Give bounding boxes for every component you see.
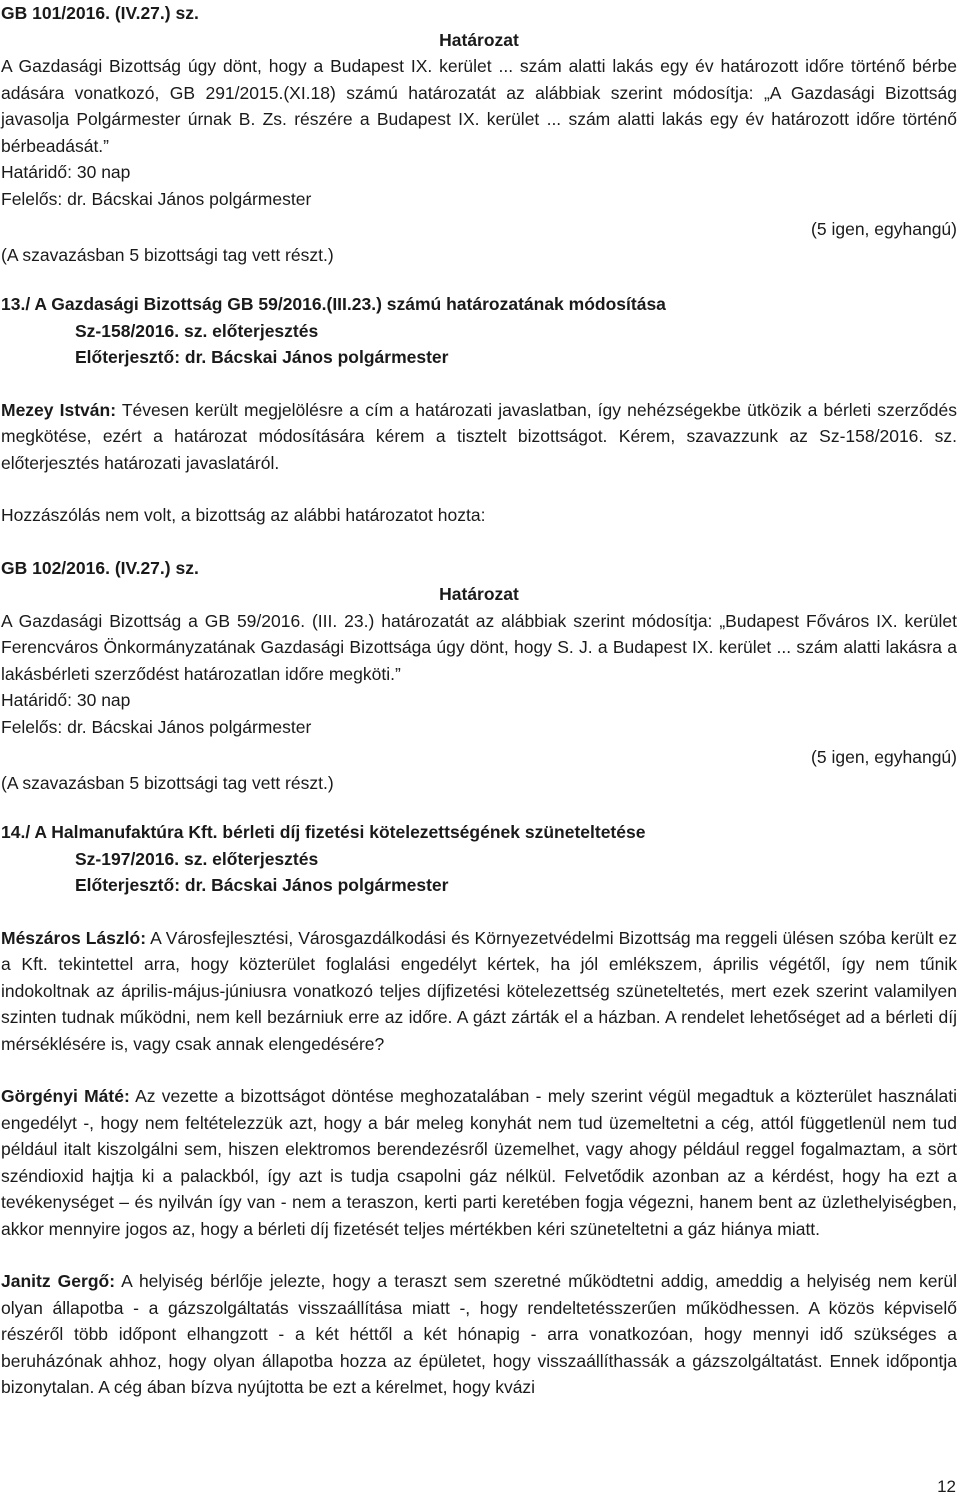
vote-participants: (A szavazásban 5 bizottsági tag vett részt.) (1, 773, 334, 793)
deadline: Határidő: 30 nap (1, 162, 131, 182)
decision-heading: Határozat (439, 29, 519, 50)
decision-text: A Gazdasági Bizottság a GB 59/2016. (III. 23.) határozatát az alábbiak szerint módosítja: „Budapest Főváros IX. kerület Ferencváros Önkormányzatának Gazdasági Bizottsága úgy dönt, hogy S. J. a Budapest IX. kerület ... szám alatti lakásra a lakásbérleti szerződést határozatlan időre megköti.” (1, 610, 957, 684)
vote-row (1, 212, 957, 265)
speech-paragraph (1, 925, 957, 1058)
vote-row (1, 740, 957, 793)
speech-paragraph (1, 397, 957, 477)
agenda-item-presenter: Előterjesztő: dr. Bácskai János polgármester (75, 347, 449, 367)
page-number: 12 (937, 1477, 956, 1496)
spacer (1, 265, 957, 291)
agenda-item-presenter: Előterjesztő: dr. Bácskai János polgármester (75, 875, 449, 895)
vote-result: (5 igen, egyhangú) (811, 219, 957, 239)
spacer (1, 529, 957, 555)
agenda-item-document: Sz-158/2016. sz. előterjesztés (75, 320, 319, 341)
speech-text: Az vezette a bizottságot döntése meghozatalában - mely szerint végül megadtuk a közterület használati engedélyt -, hogy nem feltételezzük azt, hogy a bár meleg konyhát nem tud üzemeltetni a cég, attól függetlenül nem tud például italt kiszolgálni sem, hiszen elektromos berendezésről üzemelhet, vagy ahogy például reggel fogalmaztam, a sört széndioxid hajtja ki a palackból, így azt is tudja csapolni gáz nélkül. Felvetődik azonban az a kérdést, hogy ha ezt a tevékenységet – és nyilván így van - nem a teraszon, kerti parti keretében fogja végezni, hanem bent az üzlethelyiségben, akkor mennyire jogos az, hogy a bérleti díj fizetését teljes mértékben kéri szüneteltetni a gáz hiánya miatt. (1, 1086, 957, 1239)
decision-number: GB 101/2016. (IV.27.) sz. (1, 3, 199, 23)
speech-paragraph (1, 1083, 957, 1242)
vote-participants: (A szavazásban 5 bizottsági tag vett részt.) (1, 245, 334, 265)
decision-text: A Gazdasági Bizottság úgy dönt, hogy a Budapest IX. kerület ... szám alatti lakás egy év határozott időre történő bérbe adására vonatkozó, GB 291/2015.(XI.18) számú határozatát az alábbiak szerint módosítja: „A Gazdasági Bizottság javasolja Polgármester úrnak B. Zs. részére a Budapest IX. kerület ... szám alatti lakás egy év határozott időre történő bérbeadását.” (1, 56, 957, 156)
speaker-name: Mezey István: (1, 399, 117, 420)
spacer (1, 793, 957, 819)
speech-text: Tévesen került megjelölésre a cím a határozati javaslatban, így nehézségekbe ütközik a bérleti szerződés megkötése, ezért a határozat módosítására kérem a tisztelt bizottságot. Kérem, szavazzunk az Sz-158/2016. sz. előterjesztés határozati javaslatáról. (1, 399, 958, 473)
spacer (1, 476, 957, 502)
responsible: Felelős: dr. Bácskai János polgármester (1, 188, 312, 209)
decision-heading: Határozat (439, 584, 519, 604)
agenda-item-document: Sz-197/2016. sz. előterjesztés (75, 848, 319, 869)
spacer (1, 1057, 957, 1083)
responsible: Felelős: dr. Bácskai János polgármester (1, 716, 312, 737)
no-comment-note: Hozzászólás nem volt, a bizottság az alábbi határozatot hozta: (1, 505, 486, 525)
speaker-name: Görgényi Máté: (1, 1086, 130, 1106)
speech-text: A helyiség bérlője jelezte, hogy a teraszt sem szeretné működtetni addig, ameddig a helyiség nem kerül olyan állapotba - a gázszolgáltatás visszaállítása miatt -, hogy rendeltetésszerűen működhessen. A közös képviselő részéről több időpont elhangzott - a két héttől a két hónapig - arra vonatkozóan, hogy mennyi idő szükséges a beruházónak ahhoz, hogy olyan állapotba hozza az épületet, hogy visszaállíthassák a gázszolgáltatást. Ennek időpontja bizonytalan. A cég ában bízva nyújtotta be ezt a kérelmet, hogy kvázi (1, 1271, 957, 1397)
speech-paragraph (1, 1268, 957, 1401)
speaker-name: Mészáros László: (1, 927, 147, 948)
vote-result: (5 igen, egyhangú) (811, 747, 957, 767)
spacer (1, 1242, 957, 1268)
decision-number: GB 102/2016. (IV.27.) sz. (1, 557, 199, 578)
speech-text: A Városfejlesztési, Városgazdálkodási és Környezetvédelmi Bizottság ma reggeli ülésen szóba került ez a Kft. tekintettel arra, hogy közterület foglalási engedélyt kértek, ha jól emlékszem, április végétől, így nem tűnik indokoltnak az április-május-júniusra vonatkozó teljes díjfizetési kötelezettség szüneteltetés, mert ezek szerint valamilyen szinten tudnak működni, nem kell bezárniuk erre az időre. A gázt zárták el a házban. A rendelet lehetőséget ad a bérleti díj mérséklésére is, vagy csak annak elengedésére? (1, 927, 957, 1054)
agenda-item-title: 14./ A Halmanufaktúra Kft. bérleti díj fizetési kötelezettségének szüneteltetése (1, 822, 646, 842)
spacer (1, 371, 957, 397)
deadline: Határidő: 30 nap (1, 690, 131, 710)
speaker-name: Janitz Gergő: (1, 1271, 116, 1291)
spacer (1, 899, 957, 925)
agenda-item-title: 13./ A Gazdasági Bizottság GB 59/2016.(III.23.) számú határozatának módosítása (1, 294, 666, 314)
page-content (1, 0, 957, 1401)
